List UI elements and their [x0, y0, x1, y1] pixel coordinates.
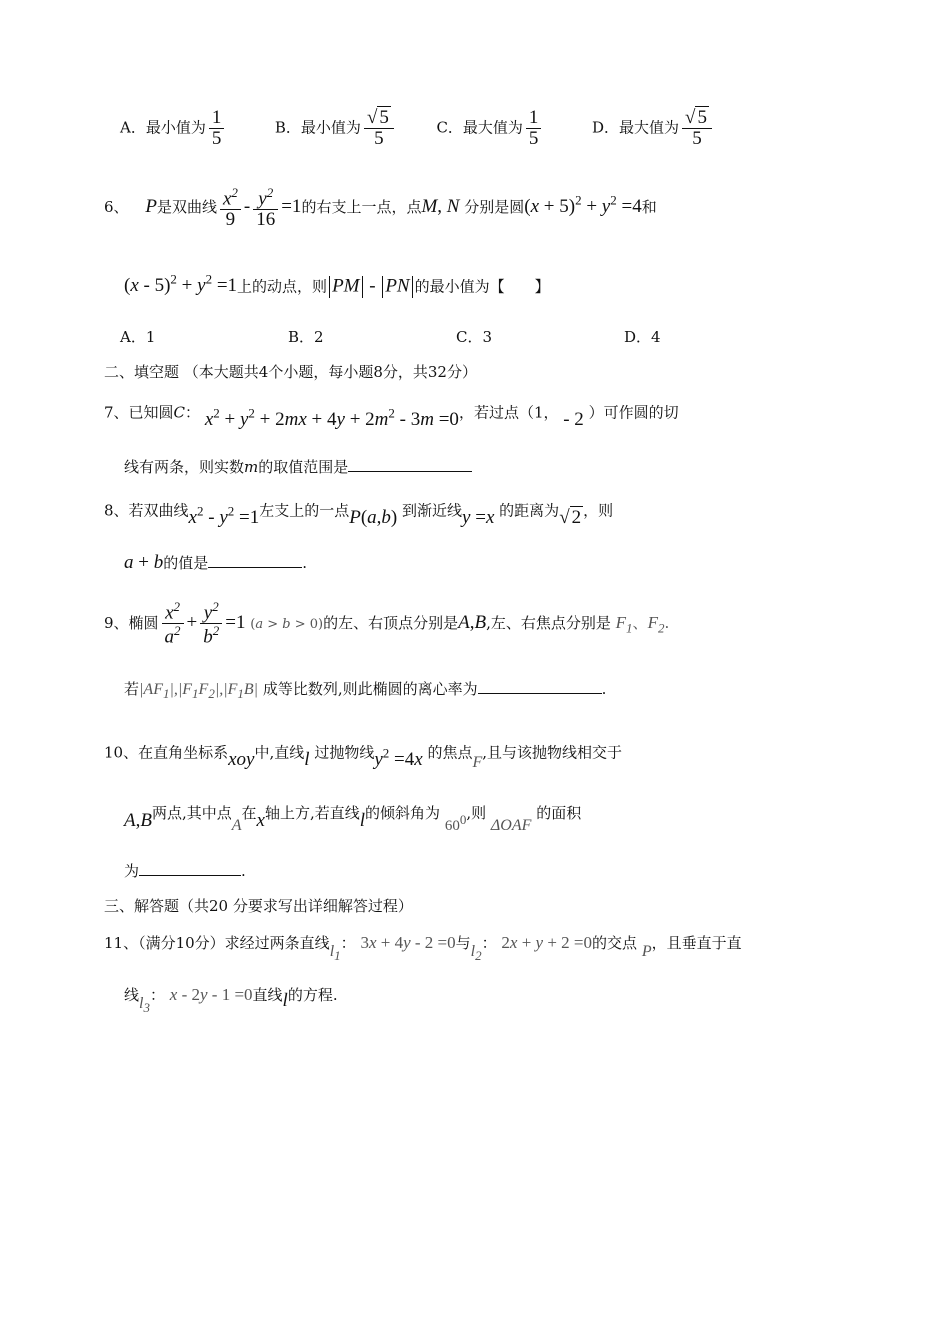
fraction-y2-16: $\frac{y^2}{16}$ [253, 186, 278, 230]
q6-option-d: D．4 [624, 328, 661, 346]
q6-line2: $(x - 5)^2 + y^2 =1$上的动点，则 PM - PN 的最小值为【 】 [124, 272, 550, 297]
section-2-heading: 二、填空题 （本大题共4个小题，每小题8分，共32分） [104, 363, 477, 381]
q5-option-c: C．最大值为 [436, 118, 523, 137]
fraction-one-fifth: $\frac{1}{5}$ [209, 108, 225, 149]
q10-line2: A,B两点,其中点A在x轴上方,若直线l的倾斜角为 $60^0$,则 ΔOAF 的面积 [124, 804, 582, 834]
q8-answer-blank[interactable] [208, 553, 302, 568]
fraction-x2-a2: $\frac{x^2}{a^2}$ [162, 600, 184, 648]
q10-line3: 为 . [124, 862, 246, 880]
q5-option-b: B．最小值为 [274, 118, 361, 137]
q5-option-d: D．最大值为 [591, 118, 680, 137]
q5-option-a: A．最小值为 [120, 118, 206, 137]
q8-line1: 8、若双曲线$x^2 - y^2 =1$左支上的一点P(a,b) 到渐近线y =x 的距离为√ 2 ，则 [104, 501, 614, 529]
q9-answer-blank[interactable] [478, 679, 602, 694]
q11-line2: 线$l_3$： x - 2y - 1 =0直线l的方程. [124, 985, 338, 1016]
q9-line1: 9、椭圆 $\frac{x^2}{a^2}$ + $\frac{y^2}{b^2}$ =1 (a > b > 0)的左、右顶点分别是A,B,左、右焦点分别是 $F_1$、$F_2$. [104, 599, 670, 648]
fraction-one-fifth-c: $\frac{1}{5}$ [526, 108, 542, 149]
q6-options [120, 326, 661, 347]
section-3-heading: 三、解答题（共20 分要求写出详细解答过程） [104, 897, 413, 915]
q11-line1: 11、（满分10分）求经过两条直线$l_1$： 3x + 4y - 2 =0与$l_2$： 2x + y + 2 =0的交点 P，且垂直于直 [104, 933, 742, 964]
q6-option-b: B．2 [288, 328, 324, 346]
q7-answer-blank[interactable] [348, 457, 472, 472]
q7-line1: 7、已知圆C： $x^2 + y^2 + 2mx + 4y + 2m^2 - 3m =0$，若过点（1， - 2 ）可作圆的切 [104, 403, 679, 431]
q9-line2: 若$|AF_1|,|F_1F_2|,|F_1B|$ 成等比数列,则此椭圆的离心率为 . [124, 680, 607, 702]
q6-option-c: C．3 [456, 328, 493, 346]
q10-line1: 10、在直角坐标系xoy中,直线l 过抛物线$y^2 =4x$ 的焦点F,且与该抛物线相交于 [104, 743, 623, 772]
q10-answer-blank[interactable] [139, 861, 241, 876]
q6-option-a: A．1 [120, 328, 156, 346]
fraction-sqrt5-over5: $\frac{√ 5}{5}$ [364, 108, 394, 149]
q8-line2: a + b的值是 . [124, 552, 308, 573]
fraction-sqrt5-over5-d: $\frac{√ 5}{5}$ [682, 108, 712, 149]
q5-options [120, 108, 715, 149]
fraction-y2-b2: $\frac{y^2}{b^2}$ [200, 600, 222, 648]
q7-line2: 线有两条，则实数m的取值范围是 [124, 456, 472, 477]
q6-number: 6、 [104, 198, 129, 217]
fraction-x2-9: $\frac{x^2}{9}$ [220, 186, 241, 230]
q6-line1: 6、 P是双曲线 $\frac{x^2}{9}$ - $\frac{y^2}{16}$ =1的右支上一点，点M, N 分别是圆$(x + 5)^2 + y^2 =4$和 [104, 185, 657, 231]
